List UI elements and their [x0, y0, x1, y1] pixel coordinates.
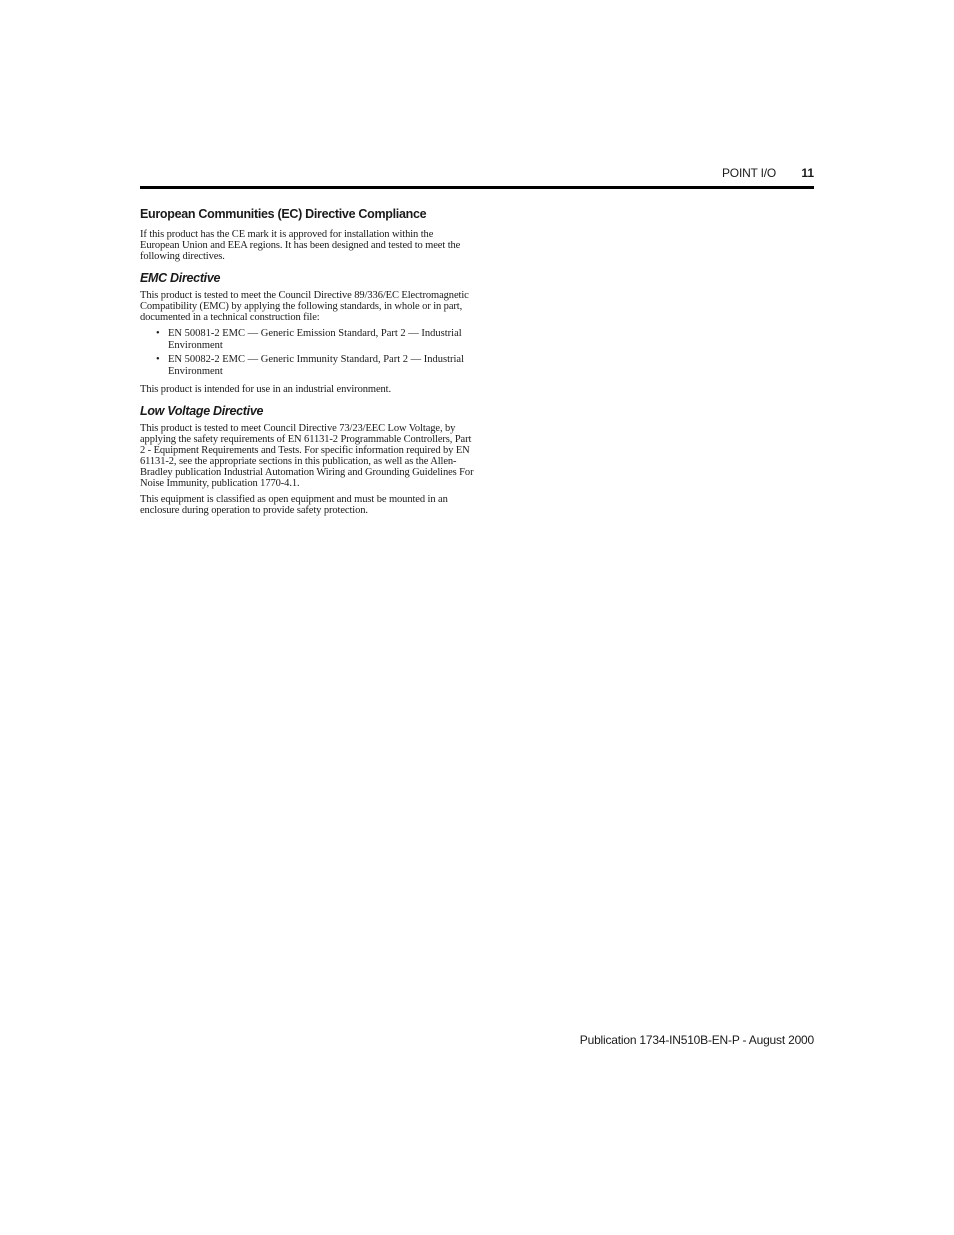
page-number: 11 [801, 166, 814, 180]
section-intro: If this product has the CE mark it is approved for installation within the European Union and EEA regions. It has been designed and tested to meet the following directives. [140, 229, 461, 262]
emc-directive-title: EMC Directive [140, 271, 221, 285]
emc-standards-list [140, 328, 475, 378]
emc-directive-intro: This product is tested to meet the Council Directive 89/336/EC Electromagnetic Compatibility (EMC) by applying the following standards, in whole or in part, documented in a technical construction file: [140, 290, 469, 323]
emc-directive-note: This product is intended for use in an industrial environment. [140, 384, 391, 395]
section-title: European Communities (EC) Directive Compliance [140, 207, 427, 221]
publication-footer: Publication 1734-IN510B-EN-P - August 2000 [579, 1033, 814, 1047]
page-header [140, 164, 814, 182]
low-voltage-directive-title: Low Voltage Directive [140, 404, 264, 418]
list-item [140, 354, 475, 378]
header-product-name: POINT I/O [722, 166, 776, 180]
bullet-icon: • [156, 328, 160, 339]
list-item [140, 328, 475, 352]
list-item-text: EN 50081-2 EMC — Generic Emission Standard, Part 2 — Industrial Environment [168, 328, 462, 351]
bullet-icon: • [156, 354, 160, 365]
main-content [140, 206, 475, 521]
header-rule [140, 186, 814, 189]
low-voltage-paragraph-2: This equipment is classified as open equipment and must be mounted in an enclosure during operation to provide safety protection. [140, 494, 448, 516]
list-item-text: EN 50082-2 EMC — Generic Immunity Standard, Part 2 — Industrial Environment [168, 354, 464, 377]
low-voltage-paragraph-1: This product is tested to meet Council Directive 73/23/EEC Low Voltage, by applying the safety requirements of EN 61131-2 Programmable Controllers, Part 2 - Equipment Requirements and Tests. For specific information required by EN 61131-2, see the appropriate sections in this publication, as well as the Allen-Bradley publication Industrial Automation Wiring and Grounding Guidelines For Noise Immunity, publication 1770-4.1. [140, 423, 474, 489]
